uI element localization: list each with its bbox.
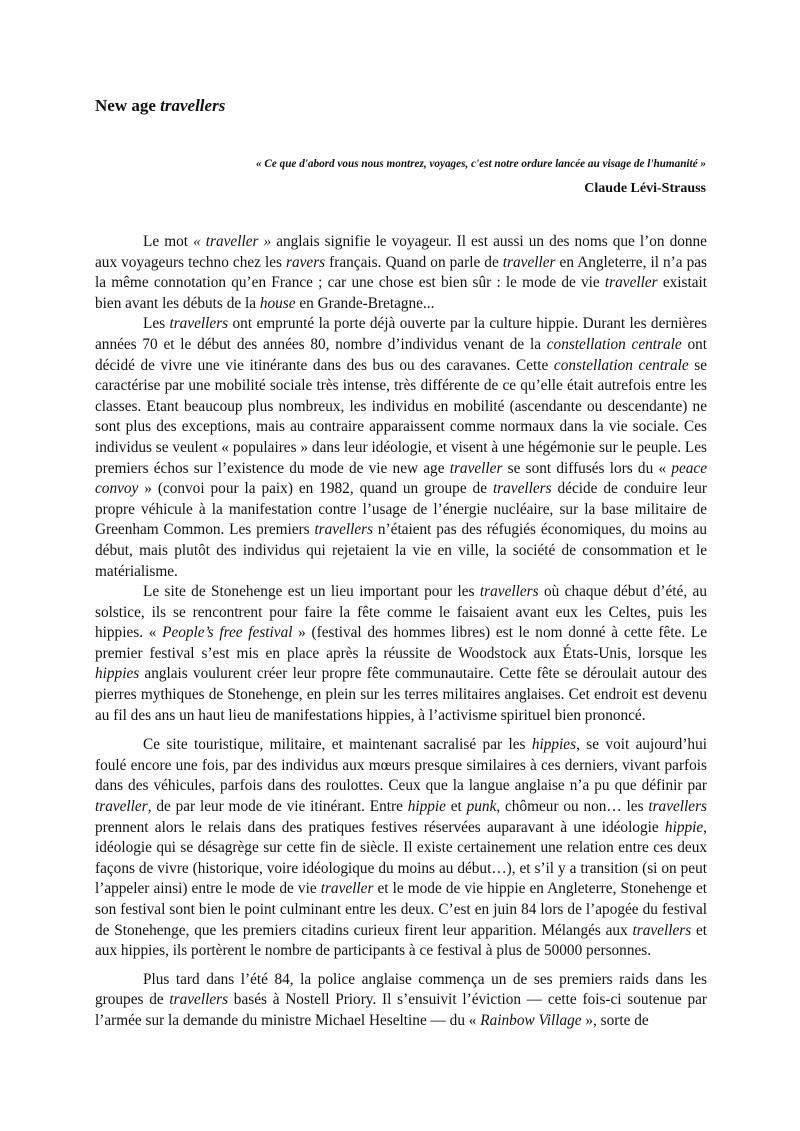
italic-run: traveller — [604, 274, 658, 292]
italic-run: constellation centrale — [546, 335, 682, 353]
body-text — [95, 232, 707, 1032]
text-run: décide de conduire leur propre véhicule à la manifestation contre l’usage de l’énergie nucléaire, sur la base militaire de Greenham Common. Les premiers — [95, 480, 707, 539]
paragraph — [95, 314, 707, 582]
text-run: » (festival des hommes libres) est le nom donné à cette fête. Le premier festival s’est mis en place après la réussite de Woodstock aux États-Unis, lorsque les — [95, 624, 707, 662]
text-run: et — [445, 798, 467, 816]
italic-run: Rainbow Village — [480, 1011, 582, 1029]
italic-run: hippie — [407, 798, 446, 816]
text-run: Les — [143, 315, 170, 333]
text-run: français. Quand on parle de — [325, 253, 503, 271]
text-run: se sont diffusés lors du « — [502, 459, 672, 477]
text-run: n’étaient pas des réfugiés économiques, du moins au début, mais plutôt des individus qui rejetaient la vie en ville, la société de consommation et le matérialisme. — [95, 521, 708, 580]
italic-run: travellers — [314, 521, 374, 539]
italic-run: punk — [466, 798, 497, 816]
text-run: ont décidé de vivre une vie itinérante dans des bus ou des caravanes. Cette — [95, 335, 708, 374]
text-run: , chômeur ou non… les — [496, 798, 649, 816]
paragraph — [95, 582, 707, 726]
text-run: , idéologie qui se désagrège sur cette fin de siècle. Il existe certainement une relation entre ces deux façons de vivre (historique, voire idéologique du moins au début…), et s’il y a transition (si on peut l’appeler ainsi) entre le mode de vie — [95, 818, 707, 898]
paragraph — [95, 232, 707, 314]
italic-run: travellers — [492, 480, 552, 498]
text-run: ont emprunté la porte déjà ouverte par la culture hippie. Durant les dernières années 70 et le début des années 80, nombre d’individus venant de la — [95, 315, 707, 353]
text-run: anglais voulurent créer leur propre fête communautaire. Cette fête se déroulait autour des pierres mythiques de Stonehenge, en plein sur les terres militaires anglaises. Cet endroit est devenu au fil des ans un haut lieu de manifestations hippies, à l’activisme spirituel bien prononcé. — [95, 665, 707, 724]
italic-run: traveller — [320, 880, 374, 898]
italic-run: hippie — [664, 818, 704, 836]
italic-run: travellers — [169, 315, 229, 333]
epigraph-author: Claude Lévi-Strauss — [584, 181, 706, 196]
paragraph — [95, 970, 707, 1032]
italic-run: People’s free festival — [162, 624, 293, 642]
text-run: et aux hippies, ils portèrent le nombre de participants à ce festival à plus de 50000 personnes. — [95, 921, 707, 960]
italic-run: house — [259, 294, 296, 312]
text-run: prennent alors le relais dans des pratiques festives réservées auparavant à une idéologie — [95, 818, 665, 836]
page-title — [95, 96, 225, 116]
italic-run: travellers — [632, 921, 692, 939]
paragraph — [95, 735, 707, 962]
italic-run: peace convoy — [95, 459, 708, 498]
text-run: anglais signifie le voyageur. Il est aussi un des noms que l’on donne aux voyageurs techno chez les — [95, 233, 707, 271]
italic-run: traveller — [95, 798, 148, 816]
text-run: basés à Nostell Priory. Il s’ensuivit l’éviction — cette fois-ci soutenue par l’armée sur la demande du ministre Michael Heseltine — du « — [95, 991, 707, 1029]
text-run: se caractérise par une mobilité sociale très intense, très différente de ce qu’elle était autrefois entre les classes. Etant beaucoup plus nombreux, les individus en mobilité (ascendante ou descendante) ne sont plus des exceptions, mais au contraire apparaissent comme normaux dans la vie sociale. Ces individus se veulent « populaires » dans leur idéologie, et visent à une hégémonie sur le peuple. Les premiers échos sur l’existence du mode de vie new age — [95, 356, 708, 477]
text-run: Le site de Stonehenge est un lieu important pour les — [143, 583, 480, 601]
text-run: Le mot — [143, 233, 194, 250]
italic-run: ravers — [286, 253, 326, 271]
italic-run: traveller — [502, 253, 556, 271]
text-run: en Angleterre, il n’a pas la même connotation qu’en France ; car une chose est bien sûr : le mode de vie — [95, 253, 708, 292]
italic-run: « traveller » — [193, 233, 272, 250]
italic-run: hippies — [95, 665, 140, 683]
text-run: » (convoi pour la paix) en 1982, quand un groupe de — [138, 480, 493, 498]
text-run: existait bien avant les débuts de la — [95, 274, 707, 312]
italic-run: constellation centrale — [553, 356, 689, 374]
text-run: Plus tard dans l’été 84, la police anglaise commença un de ses premiers raids dans les groupes de — [95, 970, 707, 1009]
italic-run: hippies — [531, 736, 577, 754]
italic-run: traveller — [449, 459, 503, 477]
text-run: en Grande-Bretagne... — [295, 294, 435, 312]
italic-run: travellers — [648, 798, 707, 816]
text-run: où chaque début d’été, au solstice, ils se rencontrent pour faire la fête comme le faisaient avant eux les Celtes, puis les hippies. « — [95, 583, 707, 642]
epigraph-quote: « Ce que d'abord vous nous montrez, voyages, c'est notre ordure lancée au visage de l'humanité » — [256, 158, 706, 170]
text-run: et le mode de vie hippie en Angleterre, Stonehenge et son festival sont bien le point culminant entre les deux. C’est en juin 84 lors de l’apogée du festival de Stonehenge, que les premiers citadins curieux firent leur apparition. Mélangés aux — [95, 880, 707, 939]
title-plain: New age — [95, 96, 161, 115]
italic-run: travellers — [479, 583, 539, 601]
italic-run: travellers — [169, 991, 229, 1009]
text-run: , de par leur mode de vie itinérant. Entre — [147, 798, 408, 816]
text-run: , se voit aujourd’hui foulé encore une fois, par des individus aux mœurs presque similaires à ces derniers, vivant parfois dans des véhicules, parfois dans des roulottes. Ceux que la langue anglaise n’a pu que définir par — [95, 736, 707, 795]
text-run: », sorte de — [581, 1011, 649, 1029]
text-run: Ce site touristique, militaire, et maintenant sacralisé par les — [143, 736, 532, 754]
title-italic: travellers — [160, 96, 226, 115]
